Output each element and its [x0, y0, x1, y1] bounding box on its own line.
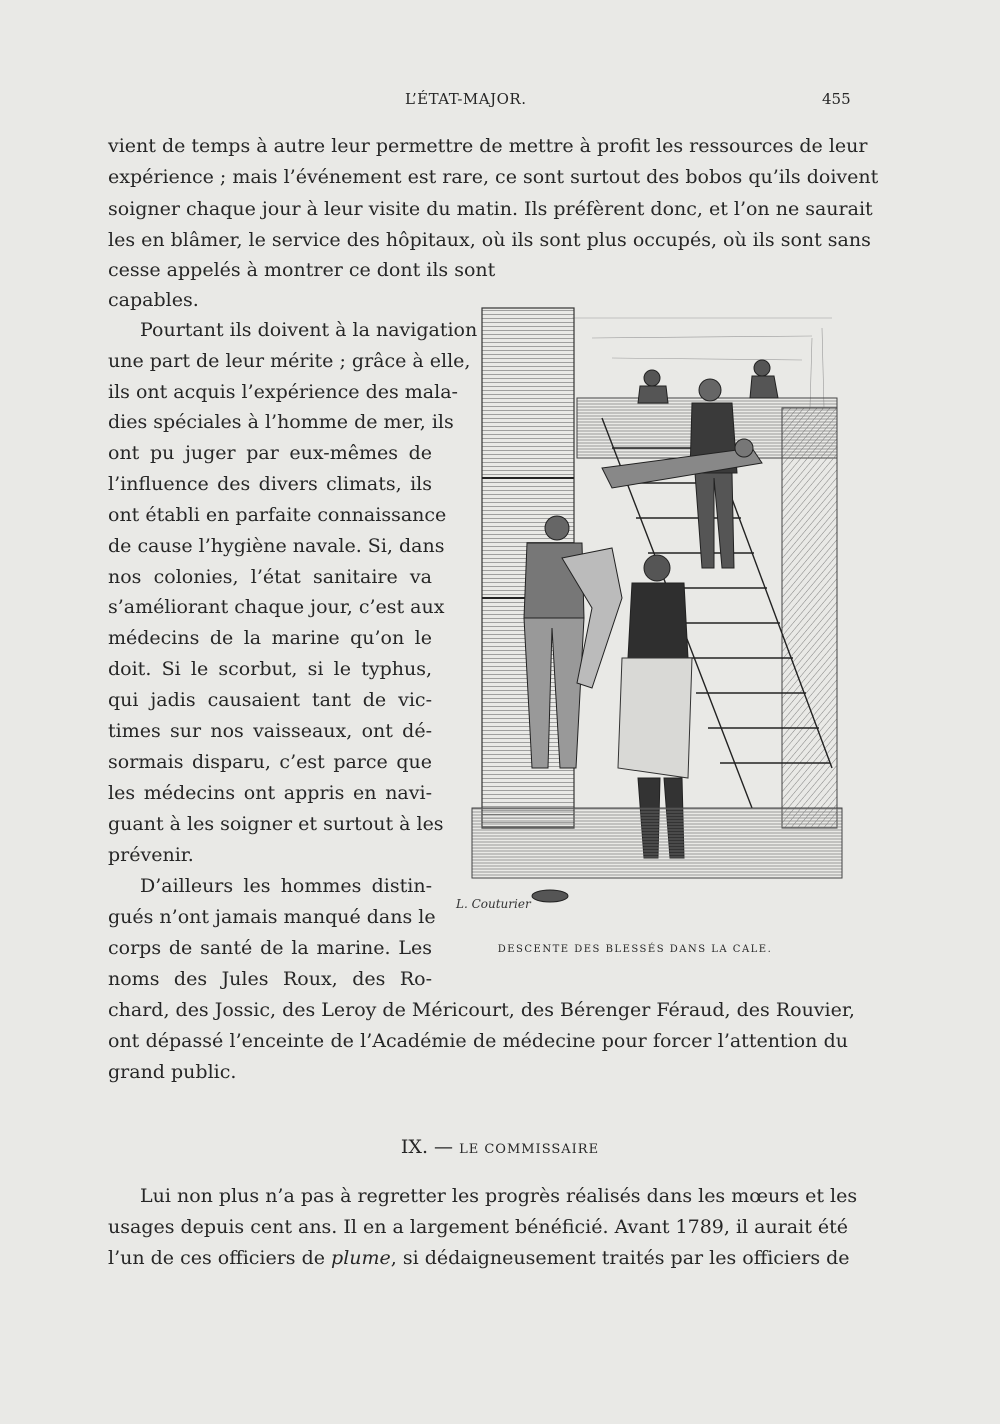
text-line: s’améliorant chaque jour, c’est aux: [108, 596, 445, 618]
section-title: LE COMMISSAIRE: [459, 1142, 600, 1157]
text-line: les en blâmer, le service des hôpitaux, où ils sont plus occupés, où ils sont sans: [108, 229, 871, 251]
section-heading: [0, 1136, 1000, 1158]
text-line: corps de santé de la marine. Les: [108, 937, 432, 959]
illustration-caption: DESCENTE DES BLESSÉS DANS LA CALE.: [497, 944, 773, 955]
text-line: times sur nos vaisseaux, ont dé-: [108, 720, 432, 742]
illustration-descent-of-wounded: [452, 298, 852, 918]
text-line: ont pu juger par eux-mêmes de: [108, 442, 432, 464]
text-line-with-italic: [108, 1246, 848, 1270]
text-line: Pourtant ils doivent à la navigation: [140, 319, 478, 341]
text-line: soigner chaque jour à leur visite du matin. Ils préfèrent donc, et l’on ne saurait: [108, 198, 873, 220]
text-line: nos colonies, l’état sanitaire va: [108, 566, 432, 588]
text-span: , si dédaigneusement traités par les officiers de: [390, 1247, 850, 1269]
text-line: ils ont acquis l’expérience des mala-: [108, 381, 458, 403]
text-line: expérience ; mais l’événement est rare, ce sont surtout des bobos qu’ils doivent: [108, 166, 879, 188]
text-line: Lui non plus n’a pas à regretter les progrès réalisés dans les mœurs et les: [140, 1185, 858, 1207]
text-line: prévenir.: [108, 844, 194, 866]
hat-on-floor: [532, 890, 568, 902]
text-line: qui jadis causaient tant de vic-: [108, 689, 432, 711]
text-line: ont dépassé l’enceinte de l’Académie de médecine pour forcer l’attention du: [108, 1030, 848, 1052]
text-line: l’influence des divers climats, ils: [108, 473, 432, 495]
page-header: [0, 90, 1000, 114]
text-line: chard, des Jossic, des Leroy de Méricourt, des Bérenger Féraud, des Rouvier,: [108, 999, 855, 1021]
text-line: capables.: [108, 289, 199, 311]
text-line: gués n’ont jamais manqué dans le: [108, 906, 436, 928]
text-line: dies spéciales à l’homme de mer, ils: [108, 411, 454, 433]
text-line: les médecins ont appris en navi-: [108, 782, 432, 804]
text-line: usages depuis cent ans. Il en a largement bénéficié. Avant 1789, il aurait été: [108, 1216, 848, 1238]
page-number: 455: [822, 90, 851, 108]
bulkhead: [782, 408, 837, 828]
text-line: grand public.: [108, 1061, 237, 1083]
running-title: L’ÉTAT-MAJOR.: [405, 90, 527, 108]
text-line: une part de leur mérite ; grâce à elle,: [108, 350, 471, 372]
text-line: D’ailleurs les hommes distin-: [140, 875, 432, 897]
deck-floor: [472, 808, 842, 878]
text-line: ont établi en parfaite connaissance: [108, 504, 447, 526]
text-line: médecins de la marine qu’on le: [108, 627, 432, 649]
text-line: cesse appelés à montrer ce dont ils sont: [108, 259, 496, 281]
text-line: sormais disparu, c’est parce que: [108, 751, 432, 773]
italic-word: plume: [331, 1247, 391, 1269]
text-line: vient de temps à autre leur permettre de mettre à profit les ressources de leur: [108, 135, 868, 157]
text-line: guant à les soigner et surtout à les: [108, 813, 444, 835]
text-line: noms des Jules Roux, des Ro-: [108, 968, 432, 990]
sailor-with-wounded-left: [524, 516, 622, 768]
section-numeral: IX. —: [400, 1136, 454, 1158]
text-line: doit. Si le scorbut, si le typhus,: [108, 658, 432, 680]
text-span: l’un de ces officiers de: [108, 1247, 332, 1269]
artist-signature: L. Couturier: [456, 897, 531, 911]
text-line: de cause l’hygiène navale. Si, dans: [108, 535, 445, 557]
